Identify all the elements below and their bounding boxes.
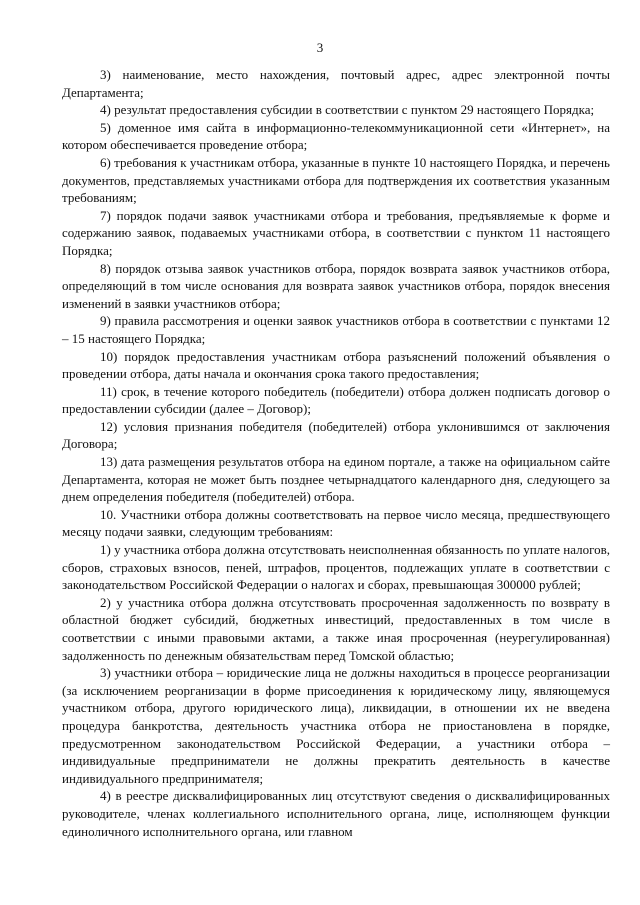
requirement-item-1: 1) у участника отбора должна отсутствовать неисполненная обязанность по уплате налогов, сборов, страховых взносов, пеней, штрафов, процентов, подлежащих уплате в соответствии с законодательством Российской Федерации о налогах и сборах, превышающая 300000 рублей; [62,542,610,593]
paragraph-item-11: 11) срок, в течение которого победитель (победители) отбора должен подписать договор о предоставлении субсидии (далее – Договор); [62,383,610,417]
paragraph-item-10: 10) порядок предоставления участникам отбора разъяснений положений объявления о проведении отбора, даты начала и окончания срока такого предоставления; [62,348,610,382]
paragraph-item-6: 6) требования к участникам отбора, указанные в пункте 10 настоящего Порядка, и перечень документов, представляемых участниками отбора для подтверждения их соответствия указанным требованиям; [62,154,610,206]
document-body [62,66,610,840]
page-number: 3 [316,40,324,55]
paragraph-item-4: 4) результат предоставления субсидии в соответствии с пунктом 29 настоящего Порядка; [100,102,595,118]
paragraph-item-9: 9) правила рассмотрения и оценки заявок участников отбора в соответствии с пунктами 12 – 15 настоящего Порядка; [62,313,610,346]
requirement-item-3: 3) участники отбора – юридические лица не должны находиться в процессе реорганизации (за исключением реорганизации в форме присоединения к юридическому лицу, являющемуся участником отбора, другого юридического лица), ликвидации, в отношении их не введена процедура банкротства, деятельность участника отбора не приостановлена в порядке, предусмотренном законодательством Российской Федерации, а участники отбора – индивидуальные предприниматели не должны прекратить деятельность в качестве индивидуального предпринимателя; [62,665,610,786]
section-10-requirements: 10. Участники отбора должны соответствовать на первое число месяца, предшествующего месяцу подачи заявки, следующим требованиям: [62,506,610,540]
paragraph-item-13: 13) дата размещения результатов отбора на едином портале, а также на официальном сайте Департамента, которая не может быть позднее четырнадцатого календарного дня, следующего за днем определения победителя (победителей) отбора. [62,454,610,505]
requirement-item-2: 2) у участника отбора должна отсутствовать просроченная задолженность по возврату в областной бюджет субсидий, бюджетных инвестиций, предоставленных в том числе в соответствии с иными правовыми актами, а также иная просроченная (неурегулированная) задолженность по денежным обязательствам перед Томской областью; [62,594,610,663]
paragraph-item-8: 8) порядок отзыва заявок участников отбора, порядок возврата заявок участников отбора, определяющий в том числе основания для возврата заявок участников отбора, порядок внесения изменений в заявки участников отбора; [62,260,610,311]
paragraph-item-12: 12) условия признания победителя (победителей) отбора уклонившимся от заключения Договора; [62,418,610,452]
paragraph-item-3: 3) наименование, место нахождения, почтовый адрес, адрес электронной почты Департамента; [62,67,610,100]
paragraph-item-7: 7) порядок подачи заявок участниками отбора и требования, предъявляемые к форме и содержанию заявок, подаваемых участниками отбора, в соответствии с пунктом 11 настоящего Порядка; [62,207,610,258]
paragraph-item-5: 5) доменное имя сайта в информационно-телекоммуникационной сети «Интернет», на котором обеспечивается проведение отбора; [62,119,610,153]
requirement-item-4: 4) в реестре дисквалифицированных лиц отсутствуют сведения о дисквалифицированных руководителе, членах коллегиального исполнительного органа, лице, исполняющем функции единоличного исполнительного органа, или главном [62,788,610,839]
